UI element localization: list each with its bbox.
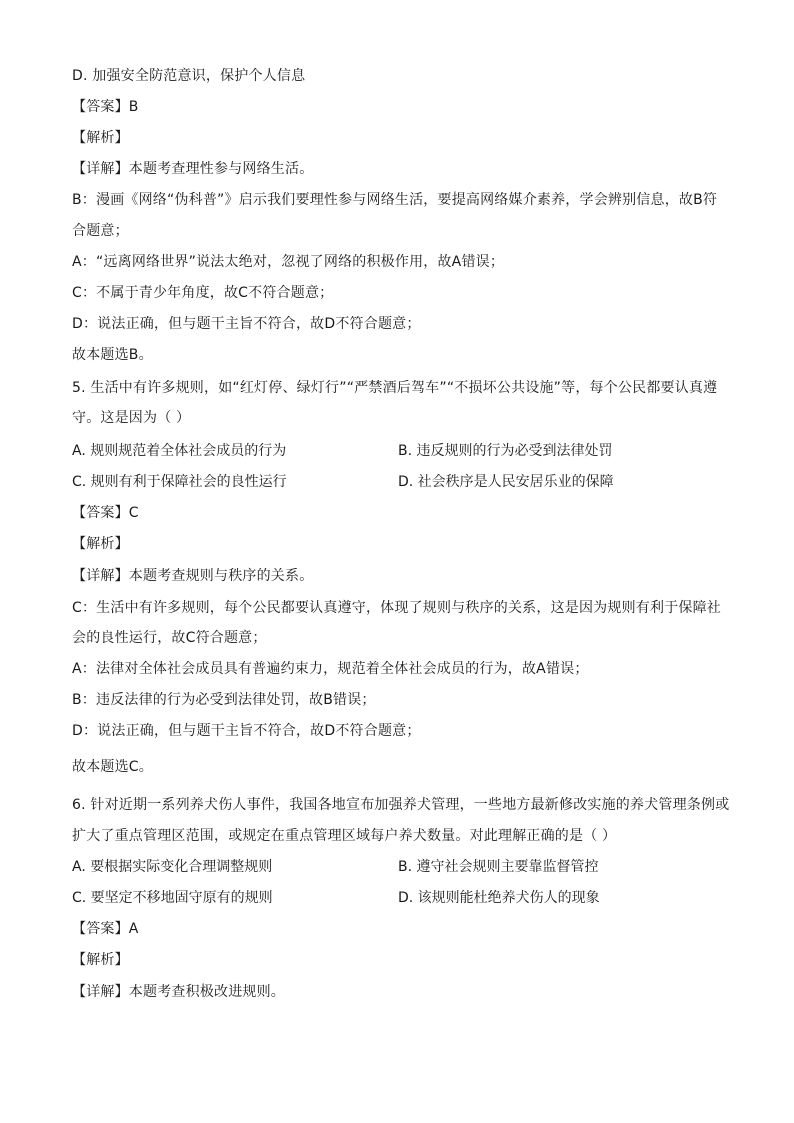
q6-option-d: D. 该规则能杜绝养犬伤人的现象 xyxy=(398,890,600,906)
q5-explain-c-line2: 会的良性运行，故C符合题意； xyxy=(72,630,267,646)
q5-option-a: A. 规则规范着全体社会成员的行为 xyxy=(72,443,287,459)
prev-analysis-heading: 【解析】 xyxy=(72,130,129,146)
prev-explain-b-line2: 合题意； xyxy=(72,223,129,239)
q5-option-b: B. 违反规则的行为必受到法律处罚 xyxy=(398,443,613,459)
q5-detail: 【详解】本题考查规则与秩序的关系。 xyxy=(72,568,314,584)
q6-option-a: A. 要根据实际变化合理调整规则 xyxy=(72,859,273,875)
prev-answer: 【答案】B xyxy=(72,99,139,115)
q5-option-d: D. 社会秩序是人民安居乐业的保障 xyxy=(398,474,614,490)
q6-answer: 【答案】A xyxy=(72,921,139,937)
q5-option-c: C. 规则有利于保障社会的良性运行 xyxy=(72,474,287,490)
prev-explain-d: D：说法正确，但与题干主旨不符合，故D不符合题意； xyxy=(72,316,421,332)
prev-explain-c: C：不属于青少年角度，故C不符合题意； xyxy=(72,285,334,301)
prev-detail: 【详解】本题考查理性参与网络生活。 xyxy=(72,161,314,177)
q5-explain-b: B：违反法律的行为必受到法律处罚，故B错误； xyxy=(72,692,376,708)
q6-stem-line1: 6. 针对近期一系列养犬伤人事件，我国各地宣布加强养犬管理，一些地方最新修改实施的养犬管理条例或 xyxy=(72,797,730,813)
q6-analysis-heading: 【解析】 xyxy=(72,952,129,968)
q5-stem-line1: 5. 生活中有许多规则，如“红灯停、绿灯行”“严禁酒后驾车”“不损坏公共设施”等，每个公民都要认真遵 xyxy=(72,380,718,396)
q6-option-c: C. 要坚定不移地固守原有的规则 xyxy=(72,890,273,906)
q6-stem-line2: 扩大了重点管理区范围，或规定在重点管理区域每户养犬数量。对此理解正确的是（ ） xyxy=(72,828,617,844)
prev-explain-a: A：“远离网络世界”说法太绝对，忽视了网络的积极作用，故A错误； xyxy=(72,254,505,270)
q6-detail: 【详解】本题考查积极改进规则。 xyxy=(72,984,285,1000)
q5-explain-d: D：说法正确，但与题干主旨不符合，故D不符合题意； xyxy=(72,723,421,739)
q5-conclusion: 故本题选C。 xyxy=(72,759,153,775)
q5-answer: 【答案】C xyxy=(72,505,139,521)
q5-analysis-heading: 【解析】 xyxy=(72,536,129,552)
q5-explain-c-line1: C：生活中有许多规则，每个公民都要认真遵守，体现了规则与秩序的关系，这是因为规则有利于保障社 xyxy=(72,600,721,616)
prev-option-d: D. 加强安全防范意识，保护个人信息 xyxy=(72,68,306,84)
q5-explain-a: A：法律对全体社会成员具有普遍约束力，规范着全体社会成员的行为，故A错误； xyxy=(72,661,589,677)
prev-explain-b-line1: B：漫画《网络“伪科普”》启示我们要理性参与网络生活，要提高网络媒介素养，学会辨别信息，故B符 xyxy=(72,192,718,208)
q5-stem-line2: 守。这是因为（ ） xyxy=(72,410,191,426)
q6-option-b: B. 遵守社会规则主要靠监督管控 xyxy=(398,859,599,875)
prev-conclusion: 故本题选B。 xyxy=(72,347,153,363)
